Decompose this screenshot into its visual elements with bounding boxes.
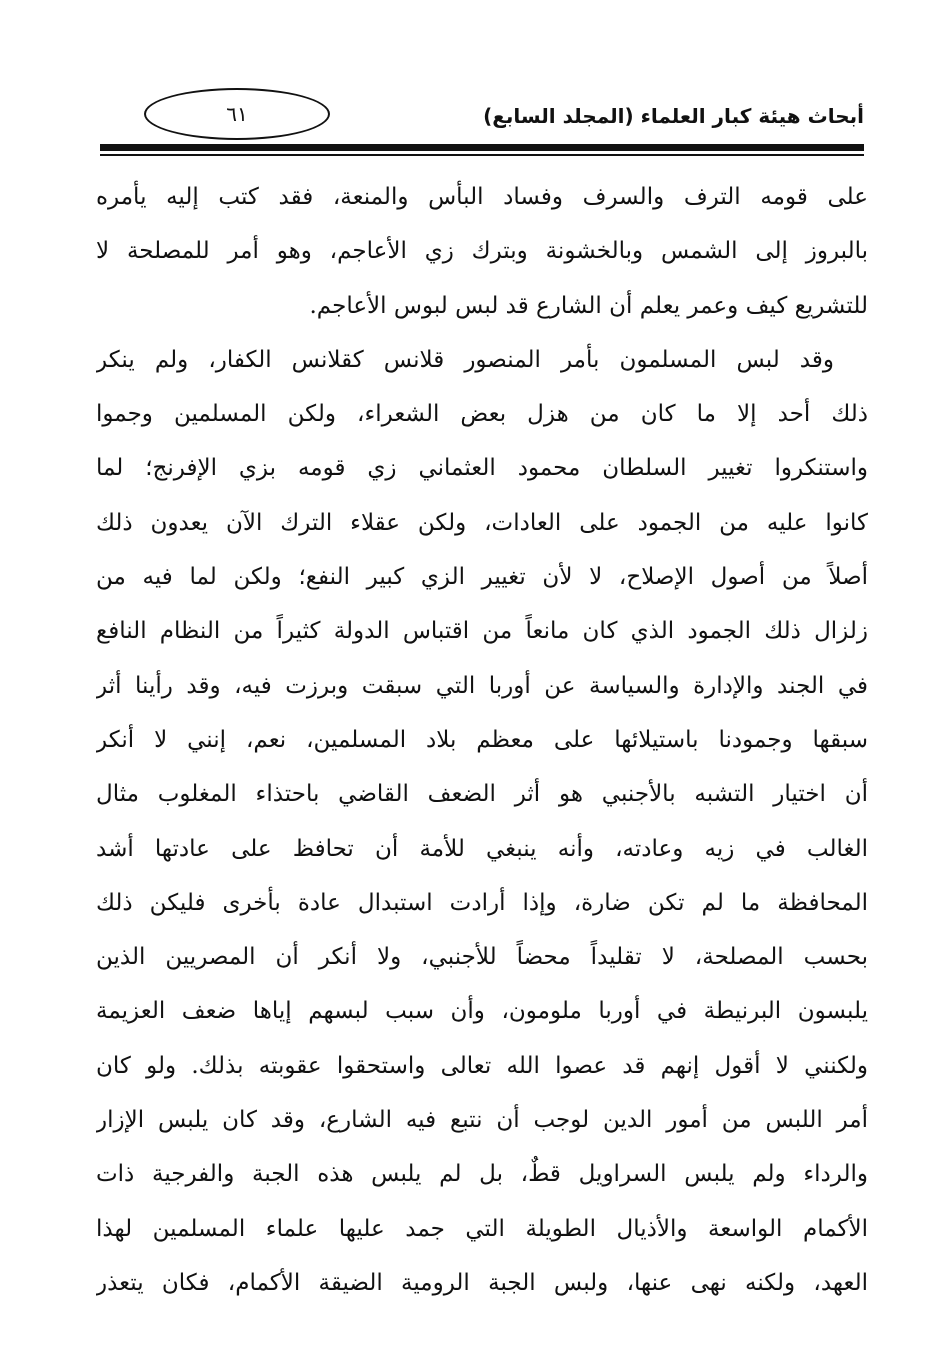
text-line: للتشريع كيف وعمر يعلم أن الشارع قد لبس لبوس الأعاجم. (309, 292, 868, 319)
text-line: وقد لبس المسلمون بأمر المنصور قلانس كقلانس الكفار، ولم ينكر (96, 346, 834, 373)
text-line: في الجند والإدارة والسياسة عن أوربا التي سبقت وبرزت فيه، وقد رأينا أثر (96, 672, 868, 699)
text-line: بالبروز إلى الشمس وبالخشونة وبترك زي الأعاجم، وهو أمر للمصلحة لا (96, 238, 868, 265)
text-line: أصلاً من أصول الإصلاح، لا لأن تغيير الزي كبير النفع؛ ولكن لما فيه من (96, 564, 868, 591)
header-rule-thick (100, 144, 864, 151)
text-line: أن اختيار التشبه بالأجنبي هو أثر الضعف القاضي باحتذاء المغلوب مثال (96, 781, 868, 808)
text-line: العهد، ولكنه نهى عنها، ولبس الجبة الرومية الضيقة الأكمام، فكان يتعذر (96, 1269, 868, 1296)
page-number-oval (144, 88, 330, 140)
text-line: ولكنني لا أقول إنهم قد عصوا الله تعالى واستحقوا عقوبته بذلك. ولو كان (96, 1052, 868, 1079)
text-line: بحسب المصلحة، لا تقليداً محضاً للأجنبي، ولا أنكر أن المصريين الذين (96, 944, 868, 971)
page-header (100, 88, 864, 150)
text-line: واستنكروا تغيير السلطان محمود العثماني زي قومه بزي الإفرنج؛ لما (96, 455, 868, 482)
text-line: أمر اللبس من أمور الدين لوجب أن نتبع فيه الشارع، وقد كان يلبس الإزار (96, 1107, 868, 1134)
text-line: الأكمام الواسعة والأذيال الطويلة التي جمد عليها علماء المسلمين لهذا (96, 1215, 868, 1242)
text-line: سبقها وجمودنا باستيلائها على معظم بلاد المسلمين، نعم، إنني لا أنكر (96, 726, 868, 753)
body-text (96, 170, 868, 1310)
text-line: والرداء ولم يلبس السراويل قطٌ، بل لم يلبس هذه الجبة والفرجية ذات (96, 1161, 868, 1188)
text-line: يلبسون البرنيطة في أوربا ملومون، وأن سبب لبسهم إياها ضعف العزيمة (96, 998, 868, 1025)
text-line: على قومه الترف والسرف وفساد البأس والمنعة، فقد كتب إليه يأمره (96, 184, 868, 210)
text-line: المحافظة ما لم تكن ضارة، وإذا أرادت استبدال عادة بأخرى فليكن ذلك (96, 889, 868, 916)
text-line: زلزال ذلك الجمود الذي كان مانعاً من اقتباس الدولة كثيراً من النظام النافع (96, 618, 868, 645)
text-line: الغالب في زيه وعادته، وأنه ينبغي للأمة أن تحافظ على عادتها أشد (96, 835, 868, 862)
text-line: كانوا عليه من الجمود على العادات، ولكن عقلاء الترك الآن يعدون ذلك (96, 509, 868, 536)
page-number: ٦١ (226, 102, 248, 126)
header-rule-thin (100, 154, 864, 156)
text-line: ذلك أحد إلا ما كان من هزل بعض الشعراء، ولكن المسلمين وجموا (96, 401, 868, 428)
running-title: أبحاث هيئة كبار العلماء (المجلد السابع) (483, 104, 864, 128)
